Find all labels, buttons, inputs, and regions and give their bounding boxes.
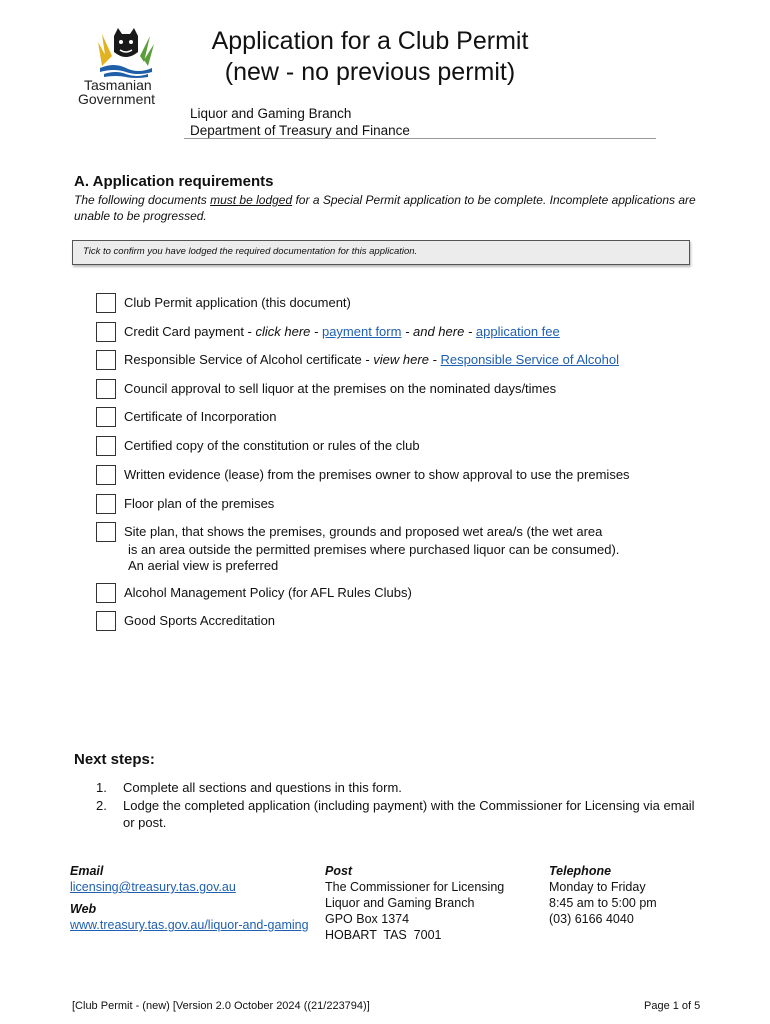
checkbox-site-plan[interactable] xyxy=(96,522,116,542)
checkbox-credit-card[interactable] xyxy=(96,322,116,342)
checklist-label: Alcohol Management Policy (for AFL Rules Clubs) xyxy=(124,585,412,600)
checkbox-rsa[interactable] xyxy=(96,350,116,370)
label-italic: view here - xyxy=(373,352,441,367)
checklist-label: Good Sports Accreditation xyxy=(124,613,276,628)
logo-text-tasmanian: Tasmanian xyxy=(84,77,152,93)
step-number: 2. xyxy=(96,798,107,813)
intro-text-before: The following documents xyxy=(74,193,211,207)
checklist-label: Written evidence (lease) from the premises owner to show approval to use the premises xyxy=(124,467,630,482)
checklist-label: Site plan, that shows the premises, grounds and proposed wet area/s (the wet area xyxy=(124,524,603,539)
checkbox-constitution[interactable] xyxy=(96,436,116,456)
checkbox-council-approval[interactable] xyxy=(96,379,116,399)
email-heading: Email xyxy=(70,864,104,878)
title-line-2: (new - no previous permit) xyxy=(224,58,516,86)
tick-instruction-box xyxy=(72,240,690,265)
telephone-number: (03) 6166 4040 xyxy=(549,912,634,926)
checklist-label: Certified copy of the constitution or rules of the club xyxy=(124,438,420,453)
branch-name: Liquor and Gaming Branch xyxy=(190,106,352,121)
footer-document-reference: [Club Permit - (new) [Version 2.0 October 2024 ((21/223794)] xyxy=(72,1000,370,1012)
checklist-label xyxy=(124,323,560,340)
step-number: 1. xyxy=(96,780,107,795)
contact-email-web xyxy=(70,863,310,933)
email-link[interactable]: licensing@treasury.tas.gov.au xyxy=(70,880,236,894)
next-steps-heading: Next steps: xyxy=(74,751,155,768)
checklist-label-continued: An aerial view is preferred xyxy=(128,558,279,573)
web-heading: Web xyxy=(70,902,97,916)
post-address-line: HOBART TAS 7001 xyxy=(325,928,442,942)
header-divider xyxy=(184,138,656,139)
application-fee-link[interactable]: application fee xyxy=(475,324,560,339)
title-line-1: Application for a Club Permit xyxy=(211,27,529,55)
contact-telephone xyxy=(549,863,709,927)
post-heading: Post xyxy=(325,864,353,878)
post-address-line: The Commissioner for Licensing xyxy=(325,880,505,894)
intro-text-underlined: must be lodged xyxy=(210,193,293,207)
checklist-label: Club Permit application (this document) xyxy=(124,295,351,310)
section-a-heading: A. Application requirements xyxy=(74,173,274,190)
telephone-hours: Monday to Friday xyxy=(549,880,646,894)
tasmanian-government-logo xyxy=(72,22,182,112)
checkbox-incorporation[interactable] xyxy=(96,407,116,427)
payment-form-link[interactable]: payment form xyxy=(321,324,402,339)
section-a-intro xyxy=(74,192,704,224)
telephone-heading: Telephone xyxy=(549,864,612,878)
footer-page-number: Page 1 of 5 xyxy=(644,1000,701,1012)
tasmanian-devil-emblem-icon xyxy=(96,22,156,78)
checkbox-floor-plan[interactable] xyxy=(96,494,116,514)
checkbox-good-sports[interactable] xyxy=(96,611,116,631)
intro-text-after: for a Special Permit application to be complete. Incomplete applications are unable to be progressed. xyxy=(74,193,696,223)
checkbox-club-permit[interactable] xyxy=(96,293,116,313)
post-address-line: Liquor and Gaming Branch xyxy=(325,896,475,910)
checklist-label: Certificate of Incorporation xyxy=(124,409,277,424)
label-italic: click here - xyxy=(255,324,322,339)
web-link[interactable]: www.treasury.tas.gov.au/liquor-and-gaming xyxy=(70,918,309,932)
step-text: Complete all sections and questions in this form. xyxy=(123,780,402,795)
logo-text-government: Government xyxy=(78,91,156,107)
rsa-link[interactable]: Responsible Service of Alcohol xyxy=(440,352,619,367)
checklist-label-continued: is an area outside the permitted premises where purchased liquor can be consumed). xyxy=(128,542,620,557)
label-prefix: Credit Card payment - xyxy=(124,324,256,339)
label-italic: - and here - xyxy=(401,324,476,339)
checklist-label xyxy=(124,351,619,368)
telephone-hours: 8:45 am to 5:00 pm xyxy=(549,896,657,910)
next-step-2 xyxy=(96,797,716,833)
page-title xyxy=(190,26,550,88)
contact-post xyxy=(325,863,535,943)
checklist-label: Floor plan of the premises xyxy=(124,496,275,511)
checkbox-lease[interactable] xyxy=(96,465,116,485)
checkbox-alcohol-policy[interactable] xyxy=(96,583,116,603)
post-address-line: GPO Box 1374 xyxy=(325,912,410,926)
department-name: Department of Treasury and Finance xyxy=(190,123,410,138)
label-prefix: Responsible Service of Alcohol certificate - xyxy=(124,352,374,367)
tick-instruction-text: Tick to confirm you have lodged the required documentation for this application. xyxy=(83,246,418,257)
checklist-label: Council approval to sell liquor at the premises on the nominated days/times xyxy=(124,381,557,396)
next-step-1 xyxy=(96,779,716,797)
step-text: Lodge the completed application (including payment) with the Commissioner for Licensing via email or post. xyxy=(123,798,695,830)
